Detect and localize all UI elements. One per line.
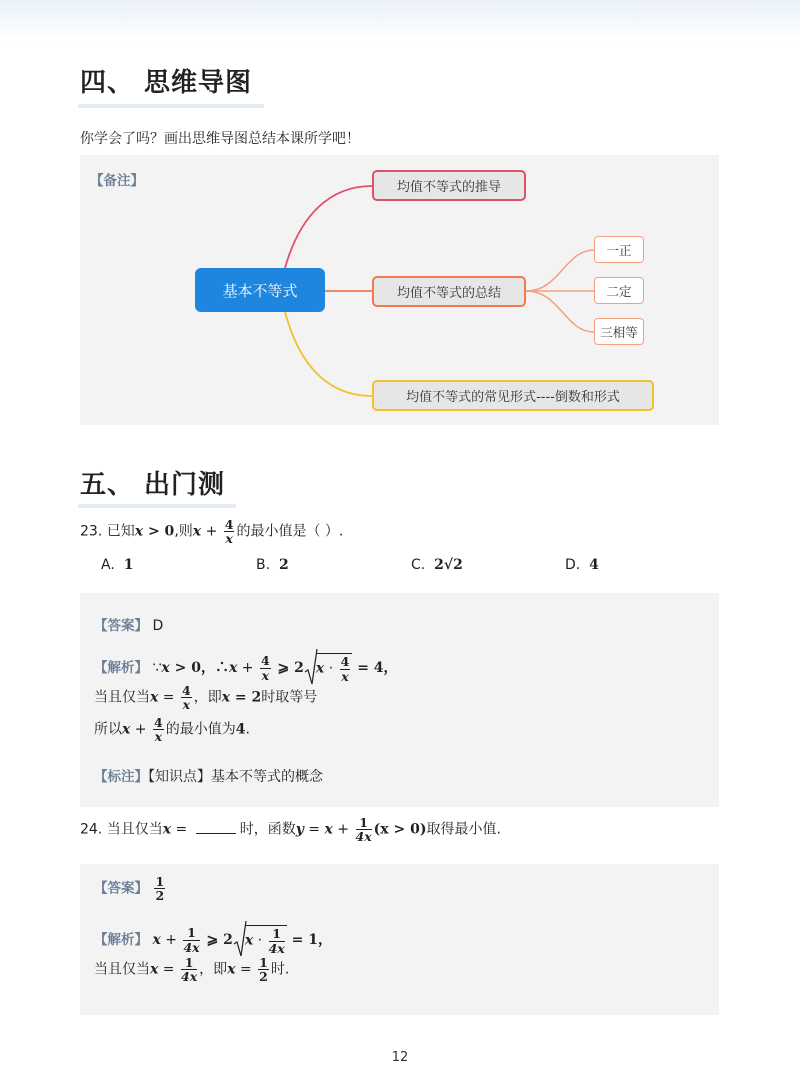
- section-4-title: 四、 思维导图: [80, 68, 253, 98]
- q23-var-x: x: [134, 523, 144, 540]
- a24-analysis-line-2: 当且仅当x = $\frac{1}{4x}$ ，即x = $\frac{1}{2}$ 时.: [94, 955, 290, 985]
- a24-analysis-tag: 【解析】: [94, 932, 148, 948]
- mindmap-leaf-1: 一正: [594, 236, 644, 263]
- q23-fraction: [224, 518, 235, 545]
- q24-blank: [196, 833, 236, 834]
- q23-option-a[interactable]: A. 1: [101, 557, 134, 573]
- a23-analysis-line-3: 所以x + $\frac{4}{x}$ 的最小值为4.: [94, 715, 250, 745]
- q23-gt0: > 0: [143, 523, 175, 540]
- a24-analysis-line-1: 【解析】 x + $\frac{1}{4x}$ ⩾ 2 x ⋅ $\frac{1}{4x}$ = 1，: [94, 920, 332, 960]
- a23-analysis-tag: 【解析】: [94, 660, 148, 676]
- q23-frac-num: 4: [224, 517, 234, 532]
- question-23: [80, 518, 343, 545]
- a23-analysis-line-2: 当且仅当x = $\frac{4}{x}$ ，即x = 2时取等号: [94, 683, 318, 713]
- a23-analysis-line-1: 【解析】 ∵x > 0，∴x + $\frac{4}{x}$ ⩾ 2 x ⋅ $\frac{4}{x}$ = 4，: [94, 648, 398, 688]
- a23-answer-tag: 【答案】: [94, 618, 148, 634]
- a24-sqrt: x ⋅ $\frac{1}{4x}$: [233, 920, 287, 960]
- mindmap-leaf-3: 三相等: [594, 318, 644, 345]
- q23-then: ,则: [174, 523, 193, 540]
- a23-knowledge-point: 【知识点】基本不等式的概念: [148, 769, 323, 785]
- section-4-intro: 你学会了吗？画出思维导图总结本课所学吧！: [80, 131, 360, 147]
- section-5-title: 五、 出门测: [80, 470, 226, 500]
- mindmap-branch-common-form: 均值不等式的常见形式----倒数和形式: [372, 380, 654, 411]
- q24-number: 24.: [80, 821, 103, 838]
- a23-tag-line: [94, 765, 323, 786]
- a23-sqrt: x ⋅ $\frac{4}{x}$: [304, 648, 352, 688]
- question-24: 24. 当且仅当x = 时，函数y = x + $\frac{1}{4x}$ (x > 0)取得最小值.: [80, 815, 501, 845]
- mindmap-leaf-2: 二定: [594, 277, 644, 304]
- q23-var-x2: x: [192, 523, 202, 540]
- q23-option-b[interactable]: B. 2: [256, 557, 289, 573]
- page-number: 12: [391, 1050, 409, 1065]
- section-5-underline: [78, 504, 236, 508]
- section-4-underline: [78, 104, 264, 108]
- q23-number: 23.: [80, 523, 103, 540]
- a24-answer-value: $\frac{1}{2}$: [155, 874, 165, 904]
- a23-answer-value: D: [152, 618, 164, 634]
- note-tag: 【备注】: [90, 173, 144, 189]
- q23-frac-den: x: [225, 531, 233, 547]
- a24-answer-line: [94, 875, 167, 902]
- q23-text-post: 的最小值是（ ）.: [236, 523, 344, 540]
- q23-option-d[interactable]: D. 4: [565, 557, 599, 573]
- q23-option-c[interactable]: C. 2√2: [411, 557, 463, 573]
- a23-answer-line: [94, 614, 163, 634]
- mindmap-root: 基本不等式: [195, 268, 325, 312]
- mindmap-branch-summary: 均值不等式的总结: [372, 276, 526, 307]
- a23-biaozhu-tag: 【标注】: [94, 769, 148, 785]
- q23-plus: +: [201, 523, 222, 540]
- top-band: [0, 0, 800, 42]
- a24-answer-tag: 【答案】: [94, 880, 148, 897]
- q23-text-pre: 已知: [106, 523, 135, 540]
- mindmap-branch-derivation: 均值不等式的推导: [372, 170, 526, 201]
